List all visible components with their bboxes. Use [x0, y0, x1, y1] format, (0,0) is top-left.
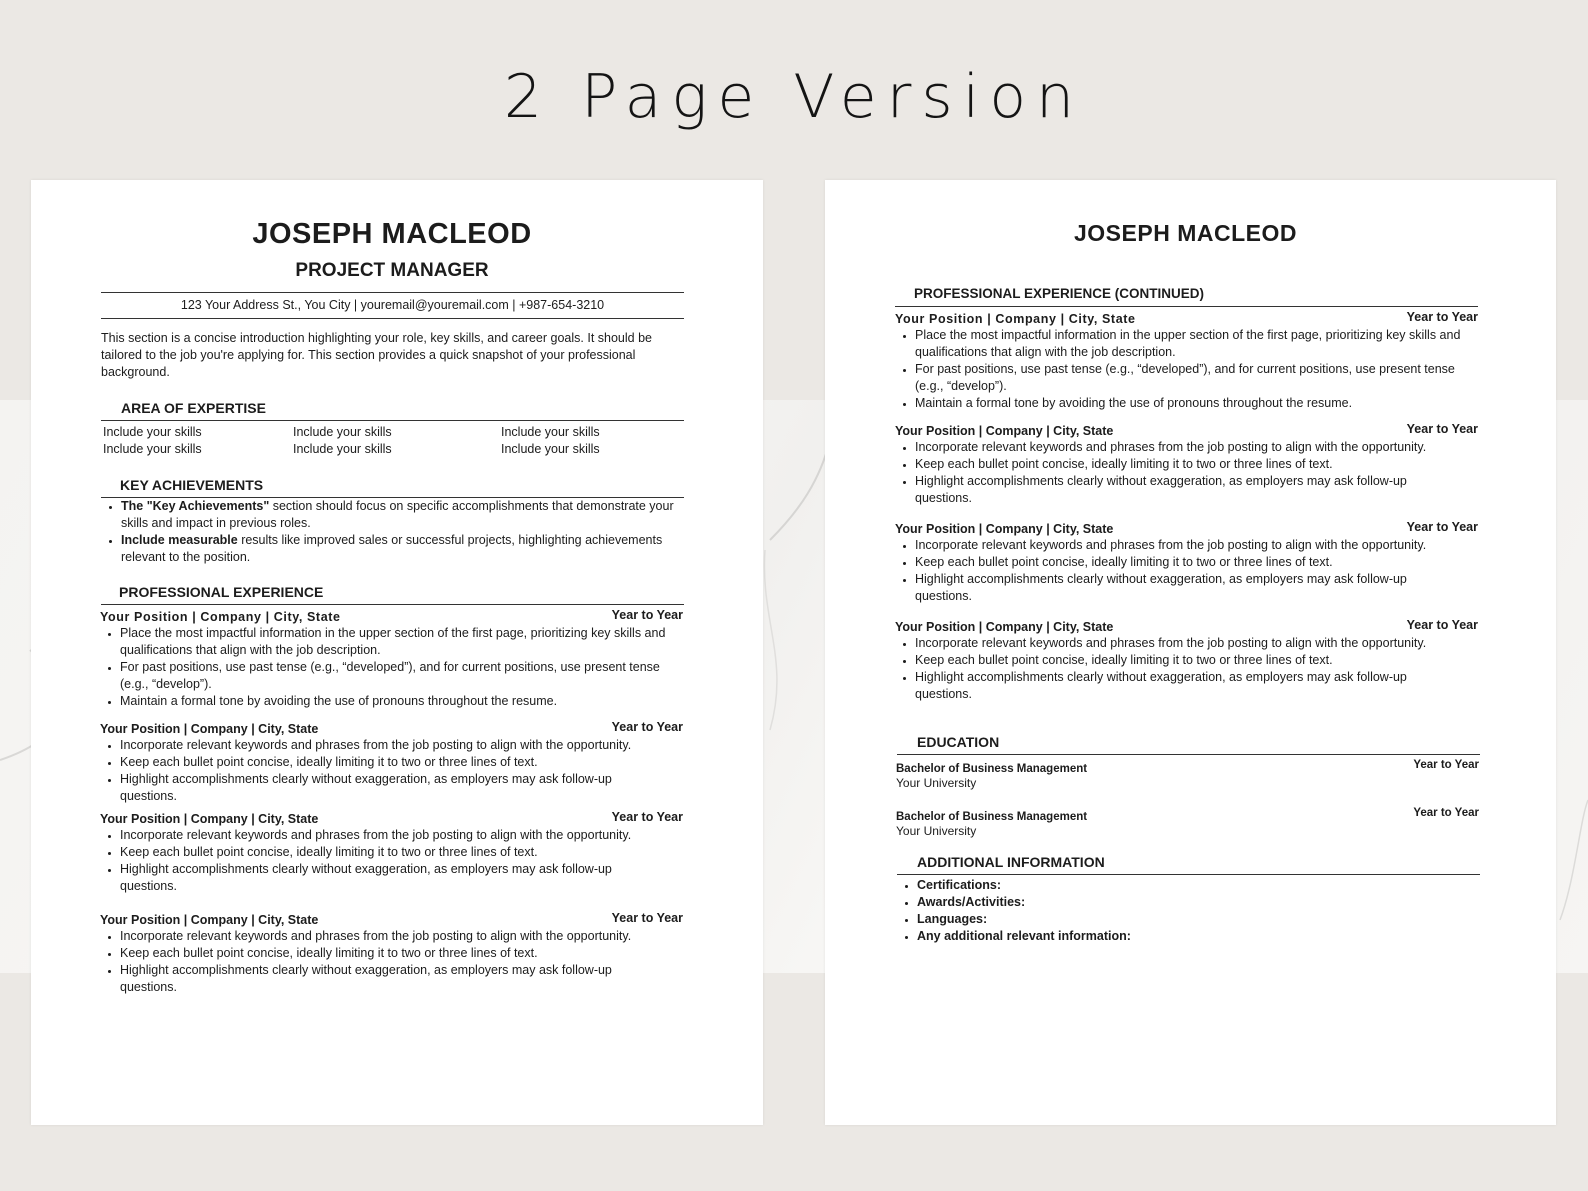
job-entry: [895, 618, 1478, 703]
job-bullets: [100, 625, 680, 710]
job-title: Your Position | Company | City, State: [100, 610, 341, 624]
bullet: • Incorporate relevant keywords and phrases from the job posting to align with the opportunity.: [915, 635, 1455, 652]
job-entry: [895, 422, 1478, 507]
job-bullets: [100, 928, 660, 996]
candidate-name: JOSEPH MACLEOD: [252, 218, 532, 250]
section-heading-experience: PROFESSIONAL EXPERIENCE: [119, 584, 324, 600]
bullet: • Place the most impactful information in the upper section of the first page, prioritizing key skills and qualifications that align with the job description.: [915, 327, 1480, 361]
job-years: Year to Year: [1406, 520, 1478, 534]
job-entry: [100, 720, 683, 805]
job-entry: [100, 810, 683, 895]
education-years: Year to Year: [1413, 807, 1479, 819]
bullet: • Keep each bullet point concise, ideally limiting it to two or three lines of text.: [120, 844, 660, 861]
job-title: Your Position | Company | City, State: [100, 812, 319, 826]
job-years: Year to Year: [611, 810, 683, 824]
bullet: • Highlight accomplishments clearly without exaggeration, as employers may ask follow-up questions.: [120, 962, 660, 996]
education-entry: [896, 759, 1479, 790]
degree: Bachelor of Business Management: [896, 763, 1088, 775]
resume-page-1: [31, 180, 763, 1125]
job-entry: [100, 911, 683, 996]
bullet: • Place the most impactful information in the upper section of the first page, prioritizing key skills and qualifications that align with the job description.: [120, 625, 680, 659]
job-bullets: [895, 635, 1455, 703]
bullet: • Incorporate relevant keywords and phrases from the job posting to align with the opportunity.: [915, 439, 1455, 456]
bullet: • Highlight accomplishments clearly without exaggeration, as employers may ask follow-up questions.: [120, 861, 660, 895]
skill-item: Include your skills: [103, 425, 202, 439]
skill-item: Include your skills: [293, 442, 392, 456]
job-years: Year to Year: [611, 608, 683, 622]
job-entry: [895, 310, 1478, 412]
additional-item: • Awards/Activities:: [917, 894, 1397, 911]
section-heading-experience-continued: PROFESSIONAL EXPERIENCE (CONTINUED): [914, 286, 1205, 301]
degree: Bachelor of Business Management: [896, 811, 1088, 823]
job-title: Your Position | Company | City, State: [100, 722, 319, 736]
bullet: • Keep each bullet point concise, ideally limiting it to two or three lines of text.: [120, 945, 660, 962]
candidate-name: JOSEPH MACLEOD: [1074, 220, 1297, 246]
job-years: Year to Year: [611, 911, 683, 925]
job-years: Year to Year: [1406, 422, 1478, 436]
contact-line: 123 Your Address St., You City | youremail@youremail.com | +987-654-3210: [180, 298, 605, 312]
job-entry: [100, 608, 683, 710]
job-bullets: [100, 827, 660, 895]
school: Your University: [896, 776, 977, 790]
job-years: Year to Year: [611, 720, 683, 734]
job-bullets: [895, 537, 1455, 605]
bullet: • Incorporate relevant keywords and phrases from the job posting to align with the opportunity.: [120, 827, 660, 844]
bullet: • For past positions, use past tense (e.g., “developed”), and for current positions, use present tense (e.g., “develop”).: [120, 659, 680, 693]
job-title: Your Position | Company | City, State: [100, 913, 319, 927]
skill-item: Include your skills: [501, 442, 600, 456]
additional-list: [897, 877, 1397, 945]
bullet: • Maintain a formal tone by avoiding the use of pronouns throughout the resume.: [120, 693, 680, 710]
additional-item: • Languages:: [917, 911, 1397, 928]
summary-paragraph: This section is a concise introduction highlighting your role, key skills, and career goals. It should be tailored to the job you're applying for. This section provides a quick snapshot of your professional background.: [101, 331, 652, 379]
banner-title: 2 Page Version: [503, 62, 1085, 132]
section-heading-education: EDUCATION: [917, 734, 1000, 750]
candidate-title: PROJECT MANAGER: [295, 260, 489, 281]
section-heading-additional: ADDITIONAL INFORMATION: [917, 854, 1105, 870]
additional-item: • Certifications:: [917, 877, 1397, 894]
divider: [101, 292, 684, 293]
bullet: • Keep each bullet point concise, ideally limiting it to two or three lines of text.: [120, 754, 660, 771]
education-entry: [896, 807, 1479, 838]
bullet: • Keep each bullet point concise, ideally limiting it to two or three lines of text.: [915, 554, 1455, 571]
skill-item: Include your skills: [501, 425, 600, 439]
bullet: • Incorporate relevant keywords and phrases from the job posting to align with the opportunity.: [915, 537, 1455, 554]
skill-item: Include your skills: [103, 442, 202, 456]
divider: [895, 306, 1478, 307]
divider: [897, 754, 1480, 755]
bullet: • Keep each bullet point concise, ideally limiting it to two or three lines of text.: [915, 456, 1455, 473]
achievement-item: • The "Key Achievements" section should focus on specific accomplishments that demonstrate your skills and impact in previous roles.: [121, 498, 676, 532]
divider: [101, 318, 684, 319]
bullet: • For past positions, use past tense (e.g., “developed”), and for current positions, use present tense (e.g., “develop”).: [915, 361, 1480, 395]
bullet: • Incorporate relevant keywords and phrases from the job posting to align with the opportunity.: [120, 737, 660, 754]
bullet: • Maintain a formal tone by avoiding the use of pronouns throughout the resume.: [915, 395, 1480, 412]
job-title: Your Position | Company | City, State: [895, 312, 1136, 326]
job-bullets: [895, 327, 1480, 412]
bullet: • Highlight accomplishments clearly without exaggeration, as employers may ask follow-up questions.: [915, 473, 1455, 507]
job-bullets: [100, 737, 660, 805]
job-years: Year to Year: [1406, 310, 1478, 324]
resume-page-2: [825, 180, 1556, 1125]
job-title: Your Position | Company | City, State: [895, 522, 1114, 536]
job-title: Your Position | Company | City, State: [895, 620, 1114, 634]
bullet: • Highlight accomplishments clearly without exaggeration, as employers may ask follow-up questions.: [120, 771, 660, 805]
additional-item: • Any additional relevant information:: [917, 928, 1397, 945]
bullet: • Highlight accomplishments clearly without exaggeration, as employers may ask follow-up questions.: [915, 669, 1455, 703]
section-heading-achievements: KEY ACHIEVEMENTS: [120, 477, 264, 493]
divider: [101, 420, 684, 421]
bullet: • Incorporate relevant keywords and phrases from the job posting to align with the opportunity.: [120, 928, 660, 945]
divider: [101, 604, 684, 605]
job-entry: [895, 520, 1478, 605]
section-heading-expertise: AREA OF EXPERTISE: [121, 400, 266, 416]
bullet: • Highlight accomplishments clearly without exaggeration, as employers may ask follow-up questions.: [915, 571, 1455, 605]
skill-item: Include your skills: [293, 425, 392, 439]
education-years: Year to Year: [1413, 759, 1479, 771]
bullet: • Keep each bullet point concise, ideally limiting it to two or three lines of text.: [915, 652, 1455, 669]
achievements-list: [101, 498, 676, 566]
job-years: Year to Year: [1406, 618, 1478, 632]
job-title: Your Position | Company | City, State: [895, 424, 1114, 438]
achievement-item: • Include measurable results like improved sales or successful projects, highlighting achievements relevant to the position.: [121, 532, 676, 566]
divider: [897, 874, 1480, 875]
school: Your University: [896, 824, 977, 838]
job-bullets: [895, 439, 1455, 507]
